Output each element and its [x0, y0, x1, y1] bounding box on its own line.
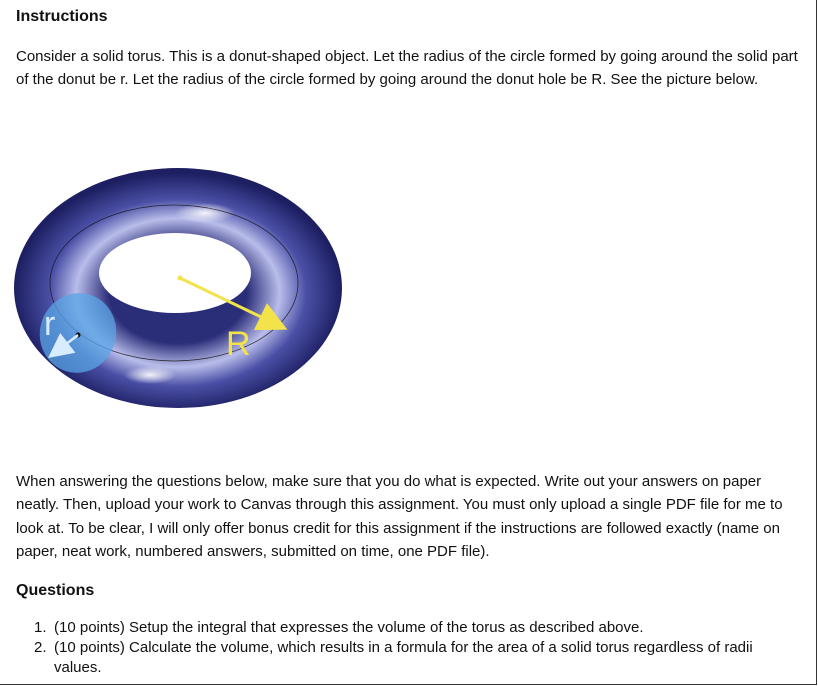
- instructions-heading: Instructions: [16, 8, 108, 25]
- torus-highlight: [175, 203, 235, 223]
- questions-heading: Questions: [16, 582, 95, 599]
- question-item: [16, 618, 796, 638]
- question-number: 2.: [34, 639, 47, 656]
- question-item: [16, 638, 796, 678]
- label-r: r: [44, 305, 56, 343]
- torus-highlight: [124, 366, 176, 384]
- question-text: (10 points) Calculate the volume, which results in a formula for the area of a solid torus regardless of radii values.: [54, 639, 753, 676]
- question-text: (10 points) Setup the integral that expresses the volume of the torus as described above.: [54, 619, 644, 636]
- label-R: R: [226, 325, 251, 363]
- torus-figure: [10, 165, 350, 415]
- intro-paragraph: Consider a solid torus. This is a donut-shaped object. Let the radius of the circle formed by going around the solid part of the donut be r. Let the radius of the circle formed by going around the donut hole be R. See the picture below.: [16, 48, 798, 89]
- question-number: 1.: [34, 619, 47, 636]
- expectations-paragraph: When answering the questions below, make sure that you do what is expected. Write out your answers on paper neatly. Then, upload your work to Canvas through this assignment. You must only upload a single PDF file for me to look at. To be clear, I will only offer bonus credit for this assignment if the instructions are followed exactly (name on paper, neat work, numbered answers, submitted on time, one PDF file).: [16, 473, 783, 561]
- questions-list: [16, 618, 796, 678]
